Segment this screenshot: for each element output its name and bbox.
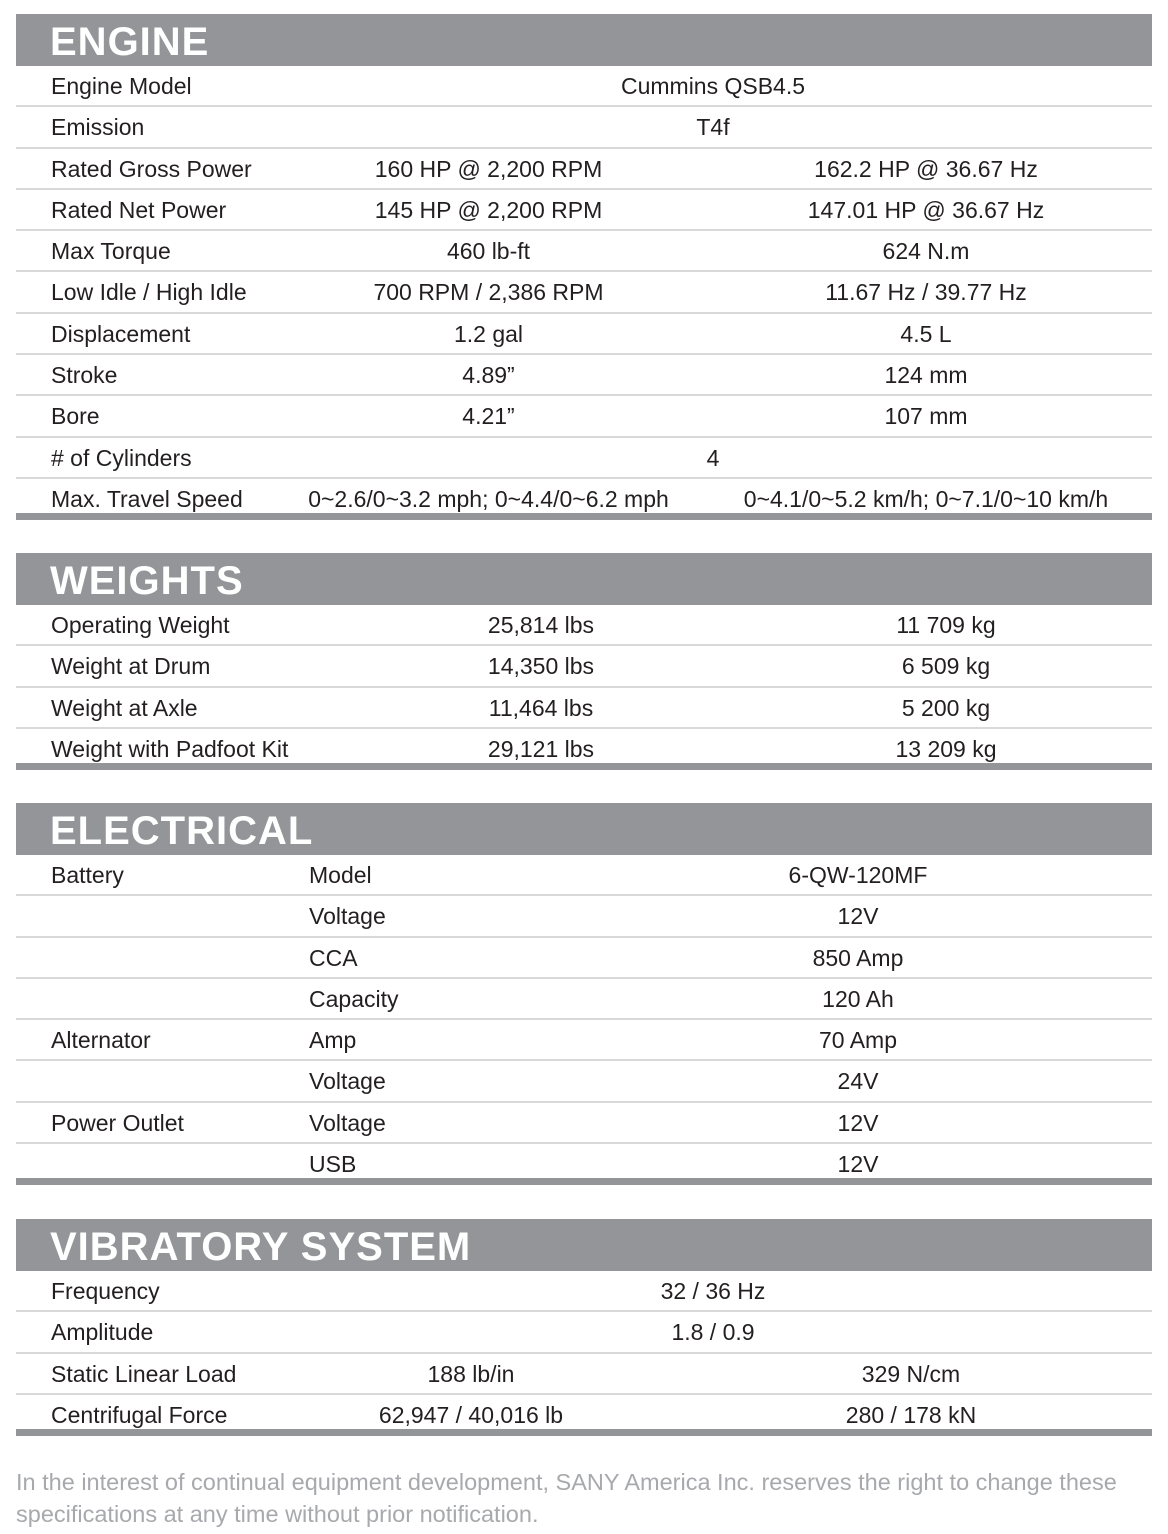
row-label: Emission bbox=[51, 114, 145, 141]
weights-section bbox=[16, 553, 1152, 770]
metric-value: 4.5 L bbox=[900, 320, 952, 347]
row-value: 850 Amp bbox=[812, 944, 904, 971]
weights-section-title: WEIGHTS bbox=[16, 553, 1152, 605]
metric-value: 280 / 178 kN bbox=[845, 1401, 977, 1428]
row-label: Max Torque bbox=[51, 238, 171, 265]
engine-section-title: ENGINE bbox=[16, 14, 1152, 66]
row-item: USB bbox=[309, 1151, 357, 1178]
row-label: Weight at Drum bbox=[51, 653, 211, 680]
row-value: 24V bbox=[837, 1068, 879, 1095]
row-label: # of Cylinders bbox=[51, 444, 192, 471]
table-row bbox=[16, 1271, 1152, 1312]
table-row bbox=[16, 1061, 1152, 1102]
row-item: Capacity bbox=[309, 985, 399, 1012]
table-row bbox=[16, 1395, 1152, 1436]
table-row bbox=[16, 1020, 1152, 1061]
table-row bbox=[16, 855, 1152, 896]
row-label: Static Linear Load bbox=[51, 1360, 237, 1387]
table-row bbox=[16, 272, 1152, 313]
row-label: Amplitude bbox=[51, 1319, 154, 1346]
table-row bbox=[16, 231, 1152, 272]
imperial-value: 4.89” bbox=[462, 362, 515, 389]
row-value: Cummins QSB4.5 bbox=[620, 73, 806, 99]
metric-value: 6 509 kg bbox=[901, 653, 991, 680]
imperial-value: 4.21” bbox=[462, 403, 515, 430]
row-value: 12V bbox=[837, 1151, 879, 1178]
metric-value: 13 209 kg bbox=[895, 735, 997, 762]
table-row bbox=[16, 438, 1152, 479]
imperial-value: 25,814 lbs bbox=[487, 612, 595, 638]
vibratory-section-title: VIBRATORY SYSTEM bbox=[16, 1219, 1152, 1271]
table-row bbox=[16, 688, 1152, 729]
metric-value: 107 mm bbox=[884, 403, 968, 430]
metric-value: 5 200 kg bbox=[901, 694, 991, 721]
table-row bbox=[16, 396, 1152, 437]
row-label: Engine Model bbox=[51, 73, 192, 99]
row-item: Amp bbox=[309, 1027, 357, 1054]
row-value: 70 Amp bbox=[819, 1027, 897, 1054]
metric-value: 162.2 HP @ 36.67 Hz bbox=[814, 155, 1038, 182]
table-row bbox=[16, 1103, 1152, 1144]
imperial-value: 14,350 lbs bbox=[487, 653, 595, 680]
row-label: Weight with Padfoot Kit bbox=[51, 735, 289, 762]
row-value: 120 Ah bbox=[822, 985, 894, 1012]
vibratory-table bbox=[16, 1271, 1152, 1436]
row-label: Displacement bbox=[51, 320, 191, 347]
engine-table bbox=[16, 66, 1152, 520]
table-row bbox=[16, 605, 1152, 646]
electrical-section-title: ELECTRICAL bbox=[16, 803, 1152, 855]
row-item: Voltage bbox=[309, 1109, 386, 1136]
row-group: Alternator bbox=[51, 1027, 151, 1054]
row-item: Voltage bbox=[309, 1068, 386, 1095]
row-value: 12V bbox=[837, 1109, 879, 1136]
table-row bbox=[16, 979, 1152, 1020]
row-label: Weight at Axle bbox=[51, 694, 198, 721]
table-row bbox=[16, 1144, 1152, 1185]
table-row bbox=[16, 896, 1152, 937]
metric-value: 329 N/cm bbox=[861, 1360, 961, 1387]
row-item: Model bbox=[309, 862, 372, 888]
table-row bbox=[16, 190, 1152, 231]
electrical-section bbox=[16, 803, 1152, 1185]
disclaimer-text: In the interest of continual equipment development, SANY America Inc. reserves the right to change these specifications at any time without prior notification. bbox=[16, 1469, 1117, 1527]
row-label: Low Idle / High Idle bbox=[51, 279, 247, 306]
row-value: 32 / 36 Hz bbox=[660, 1278, 766, 1304]
imperial-value: 700 RPM / 2,386 RPM bbox=[373, 279, 604, 306]
row-item: CCA bbox=[309, 944, 358, 971]
table-row bbox=[16, 1354, 1152, 1395]
table-row bbox=[16, 938, 1152, 979]
row-value: 4 bbox=[706, 444, 720, 471]
row-label: Bore bbox=[51, 403, 100, 430]
imperial-value: 0~2.6/0~3.2 mph; 0~4.4/0~6.2 mph bbox=[308, 485, 669, 512]
table-row bbox=[16, 355, 1152, 396]
metric-value: 11 709 kg bbox=[896, 612, 996, 638]
row-label: Max. Travel Speed bbox=[51, 485, 243, 512]
imperial-value: 1.2 gal bbox=[453, 320, 524, 347]
metric-value: 624 N.m bbox=[882, 238, 970, 265]
row-label: Frequency bbox=[51, 1278, 160, 1304]
table-row bbox=[16, 729, 1152, 770]
vibratory-section bbox=[16, 1219, 1152, 1436]
metric-value: 124 mm bbox=[884, 362, 968, 389]
row-value: 12V bbox=[837, 903, 879, 930]
row-item: Voltage bbox=[309, 903, 386, 930]
row-value: 6-QW-120MF bbox=[788, 862, 928, 888]
imperial-value: 29,121 lbs bbox=[487, 735, 595, 762]
imperial-value: 160 HP @ 2,200 RPM bbox=[374, 155, 603, 182]
metric-value: 147.01 HP @ 36.67 Hz bbox=[807, 196, 1045, 223]
row-label: Operating Weight bbox=[51, 612, 230, 638]
imperial-value: 145 HP @ 2,200 RPM bbox=[374, 196, 603, 223]
table-row bbox=[16, 66, 1152, 107]
weights-table bbox=[16, 605, 1152, 770]
engine-section bbox=[16, 14, 1152, 520]
table-row bbox=[16, 646, 1152, 687]
metric-value: 0~4.1/0~5.2 km/h; 0~7.1/0~10 km/h bbox=[743, 485, 1109, 512]
table-row bbox=[16, 479, 1152, 520]
table-row bbox=[16, 107, 1152, 148]
metric-value: 11.67 Hz / 39.77 Hz bbox=[825, 279, 1027, 306]
imperial-value: 11,464 lbs bbox=[488, 694, 594, 721]
table-row bbox=[16, 314, 1152, 355]
row-label: Rated Net Power bbox=[51, 196, 227, 223]
row-label: Stroke bbox=[51, 362, 118, 389]
row-value: 1.8 / 0.9 bbox=[671, 1319, 755, 1346]
imperial-value: 62,947 / 40,016 lb bbox=[378, 1401, 564, 1428]
row-label: Centrifugal Force bbox=[51, 1401, 228, 1428]
imperial-value: 460 lb-ft bbox=[446, 238, 531, 265]
imperial-value: 188 lb/in bbox=[427, 1360, 515, 1387]
row-group: Battery bbox=[51, 862, 124, 888]
row-label: Rated Gross Power bbox=[51, 155, 252, 182]
electrical-table bbox=[16, 855, 1152, 1185]
table-row bbox=[16, 1312, 1152, 1353]
row-value: T4f bbox=[696, 114, 730, 141]
table-row bbox=[16, 149, 1152, 190]
row-group: Power Outlet bbox=[51, 1109, 184, 1136]
